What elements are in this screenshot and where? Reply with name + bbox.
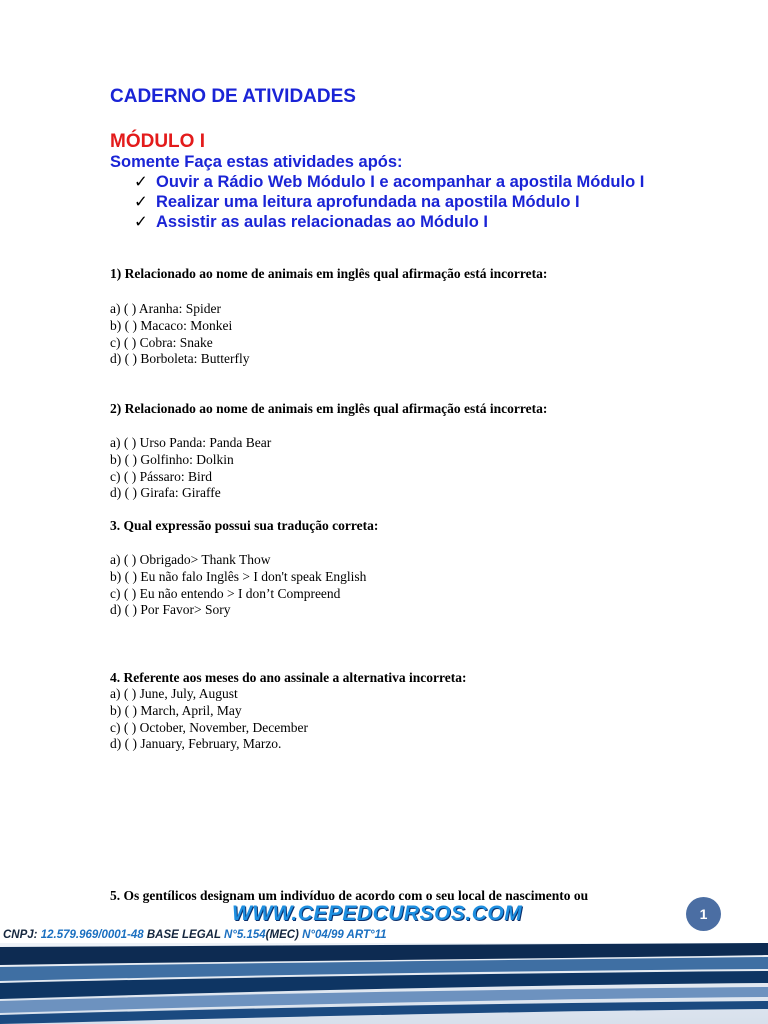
cnpj-value: 12.579.969/0001-48 xyxy=(40,929,144,941)
check-icon: ✓ xyxy=(134,193,148,211)
website-link[interactable]: WWW.CEPEDCURSOS.COM xyxy=(232,902,523,925)
option[interactable]: c) ( ) Pássaro: Bird xyxy=(110,468,212,484)
option[interactable]: c) ( ) Cobra: Snake xyxy=(110,334,213,350)
checklist-item xyxy=(134,192,694,212)
checklist-item-text: Realizar uma leitura aprofundada na apostila Módulo I xyxy=(156,193,580,211)
option[interactable]: a) ( ) Obrigado> Thank Thow xyxy=(110,552,271,567)
question-4-text: 4. Referente aos meses do ano assinale a alternativa incorreta: xyxy=(110,670,467,685)
legal-label: BASE LEGAL xyxy=(143,929,224,941)
option[interactable]: d) ( ) Por Favor> Sory xyxy=(110,602,231,618)
option[interactable]: b) ( ) Golfinho: Dolkin xyxy=(110,451,234,467)
cnpj-label: CNPJ: xyxy=(3,929,41,941)
check-icon: ✓ xyxy=(134,213,148,231)
option[interactable]: d) ( ) Girafa: Giraffe xyxy=(110,485,221,501)
checklist-item-text: Ouvir a Rádio Web Módulo I e acompanhar a apostila Módulo I xyxy=(156,173,645,191)
option[interactable]: b) ( ) March, April, May xyxy=(110,702,242,718)
checklist-item xyxy=(134,172,694,192)
question-3-options xyxy=(110,552,366,619)
mec-value: N°04/99 ART°11 xyxy=(302,929,387,941)
legal-value: N°5.154 xyxy=(223,929,266,941)
option[interactable]: a) ( ) June, July, August xyxy=(110,686,238,701)
question-3-text: 3. Qual expressão possui sua tradução correta: xyxy=(110,518,379,533)
check-icon: ✓ xyxy=(134,173,148,191)
footer-decorative-band xyxy=(0,943,768,1024)
document-title: CADERNO DE ATIVIDADES xyxy=(110,86,356,107)
prerequisite-checklist xyxy=(134,172,694,232)
footer-swoosh-graphic xyxy=(0,943,768,1024)
option[interactable]: a) ( ) Urso Panda: Panda Bear xyxy=(110,435,272,450)
question-5-text: 5. Os gentílicos designam um indivíduo de acordo com o seu local de nascimento ou xyxy=(110,888,589,903)
mec-label: (MEC) xyxy=(265,929,303,941)
question-1-options xyxy=(110,301,249,368)
intro-text: Somente Faça estas atividades após: xyxy=(110,153,403,171)
checklist-item xyxy=(134,212,694,232)
checklist-item-text: Assistir as aulas relacionadas ao Módulo I xyxy=(156,213,488,231)
option[interactable]: b) ( ) Macaco: Monkei xyxy=(110,317,233,333)
option[interactable]: a) ( ) Aranha: Spider xyxy=(110,301,221,316)
question-2-options xyxy=(110,435,271,502)
option[interactable]: d) ( ) Borboleta: Butterfly xyxy=(110,351,250,367)
option[interactable]: c) ( ) Eu não entendo > I don’t Compreend xyxy=(110,585,341,601)
module-heading: MÓDULO I xyxy=(110,131,205,152)
question-4-options xyxy=(110,686,308,753)
option[interactable]: d) ( ) January, February, Marzo. xyxy=(110,736,282,752)
page-number-badge: 1 xyxy=(686,897,721,931)
question-2-text: 2) Relacionado ao nome de animais em inglês qual afirmação está incorreta: xyxy=(110,401,548,416)
option[interactable]: b) ( ) Eu não falo Inglês > I don't speak English xyxy=(110,568,367,584)
option[interactable]: c) ( ) October, November, December xyxy=(110,719,308,735)
question-1-text: 1) Relacionado ao nome de animais em inglês qual afirmação está incorreta: xyxy=(110,266,548,281)
legal-info-line xyxy=(3,929,387,941)
